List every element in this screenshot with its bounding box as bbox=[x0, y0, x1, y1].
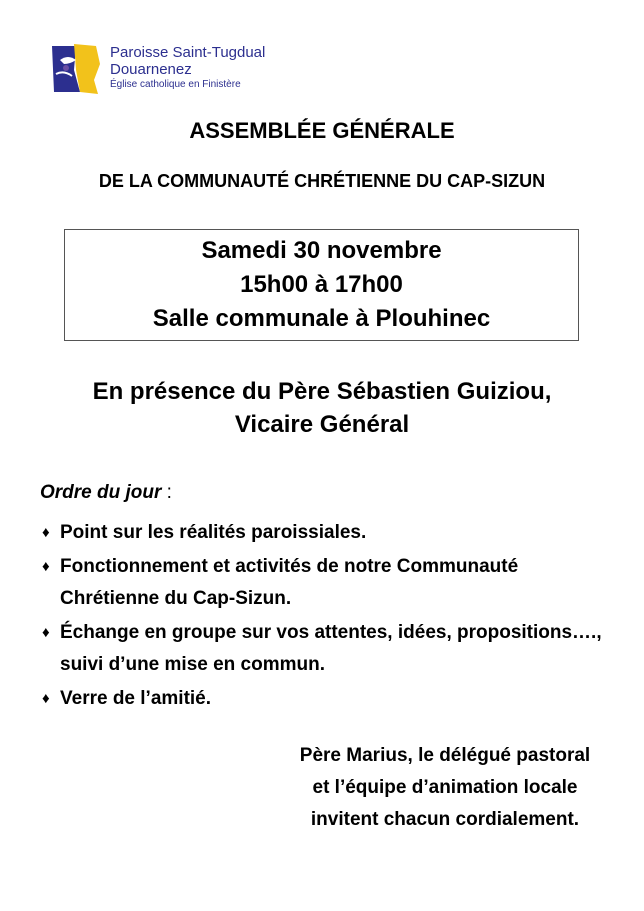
parish-logo bbox=[46, 40, 286, 102]
page-subtitle: DE LA COMMUNAUTÉ CHRÉTIENNE DU CAP-SIZUN bbox=[98, 171, 546, 191]
page-title: ASSEMBLÉE GÉNÉRALE bbox=[189, 118, 455, 143]
logo-parish-name: Paroisse Saint-Tugdual bbox=[110, 44, 266, 61]
logo-tagline: Église catholique en Finistère bbox=[110, 79, 241, 90]
presence-line-2: Vicaire Général bbox=[234, 411, 410, 438]
list-item bbox=[42, 683, 622, 715]
agenda-heading bbox=[40, 482, 172, 504]
agenda-item-text: Fonctionnement et activités de notre Communauté Chrétienne du Cap-Sizun. bbox=[60, 556, 519, 609]
guest-presence bbox=[0, 375, 644, 441]
logo-town-name: Douarnenez bbox=[110, 61, 192, 78]
diamond-bullet-icon: ♦ bbox=[42, 558, 50, 575]
agenda-item-text: Échange en groupe sur vos attentes, idées, propositions…., suivi d’une mise en commun. bbox=[60, 622, 602, 675]
diamond-bullet-icon: ♦ bbox=[42, 624, 50, 641]
event-details-box bbox=[64, 229, 579, 341]
agenda-item-text: Verre de l’amitié. bbox=[60, 688, 212, 709]
signature-block bbox=[260, 740, 630, 836]
agenda-list bbox=[42, 517, 622, 717]
signature-line-2: et l’équipe d’animation locale bbox=[312, 777, 578, 798]
list-item bbox=[42, 617, 622, 681]
diamond-bullet-icon: ♦ bbox=[42, 524, 50, 541]
agenda-colon: : bbox=[161, 482, 172, 503]
diamond-bullet-icon: ♦ bbox=[42, 690, 50, 707]
parish-emblem-icon bbox=[46, 40, 104, 98]
list-item bbox=[42, 517, 622, 549]
agenda-item-text: Point sur les réalités paroissiales. bbox=[60, 522, 367, 543]
event-place: Salle communale à Plouhinec bbox=[152, 305, 491, 332]
list-item bbox=[42, 551, 622, 615]
event-date: Samedi 30 novembre bbox=[201, 237, 442, 264]
presence-line-1: En présence du Père Sébastien Guiziou, bbox=[92, 378, 552, 405]
event-time: 15h00 à 17h00 bbox=[240, 271, 403, 298]
signature-line-1: Père Marius, le délégué pastoral bbox=[299, 745, 591, 766]
signature-line-3: invitent chacun cordialement. bbox=[310, 809, 580, 830]
agenda-label: Ordre du jour bbox=[40, 482, 162, 503]
